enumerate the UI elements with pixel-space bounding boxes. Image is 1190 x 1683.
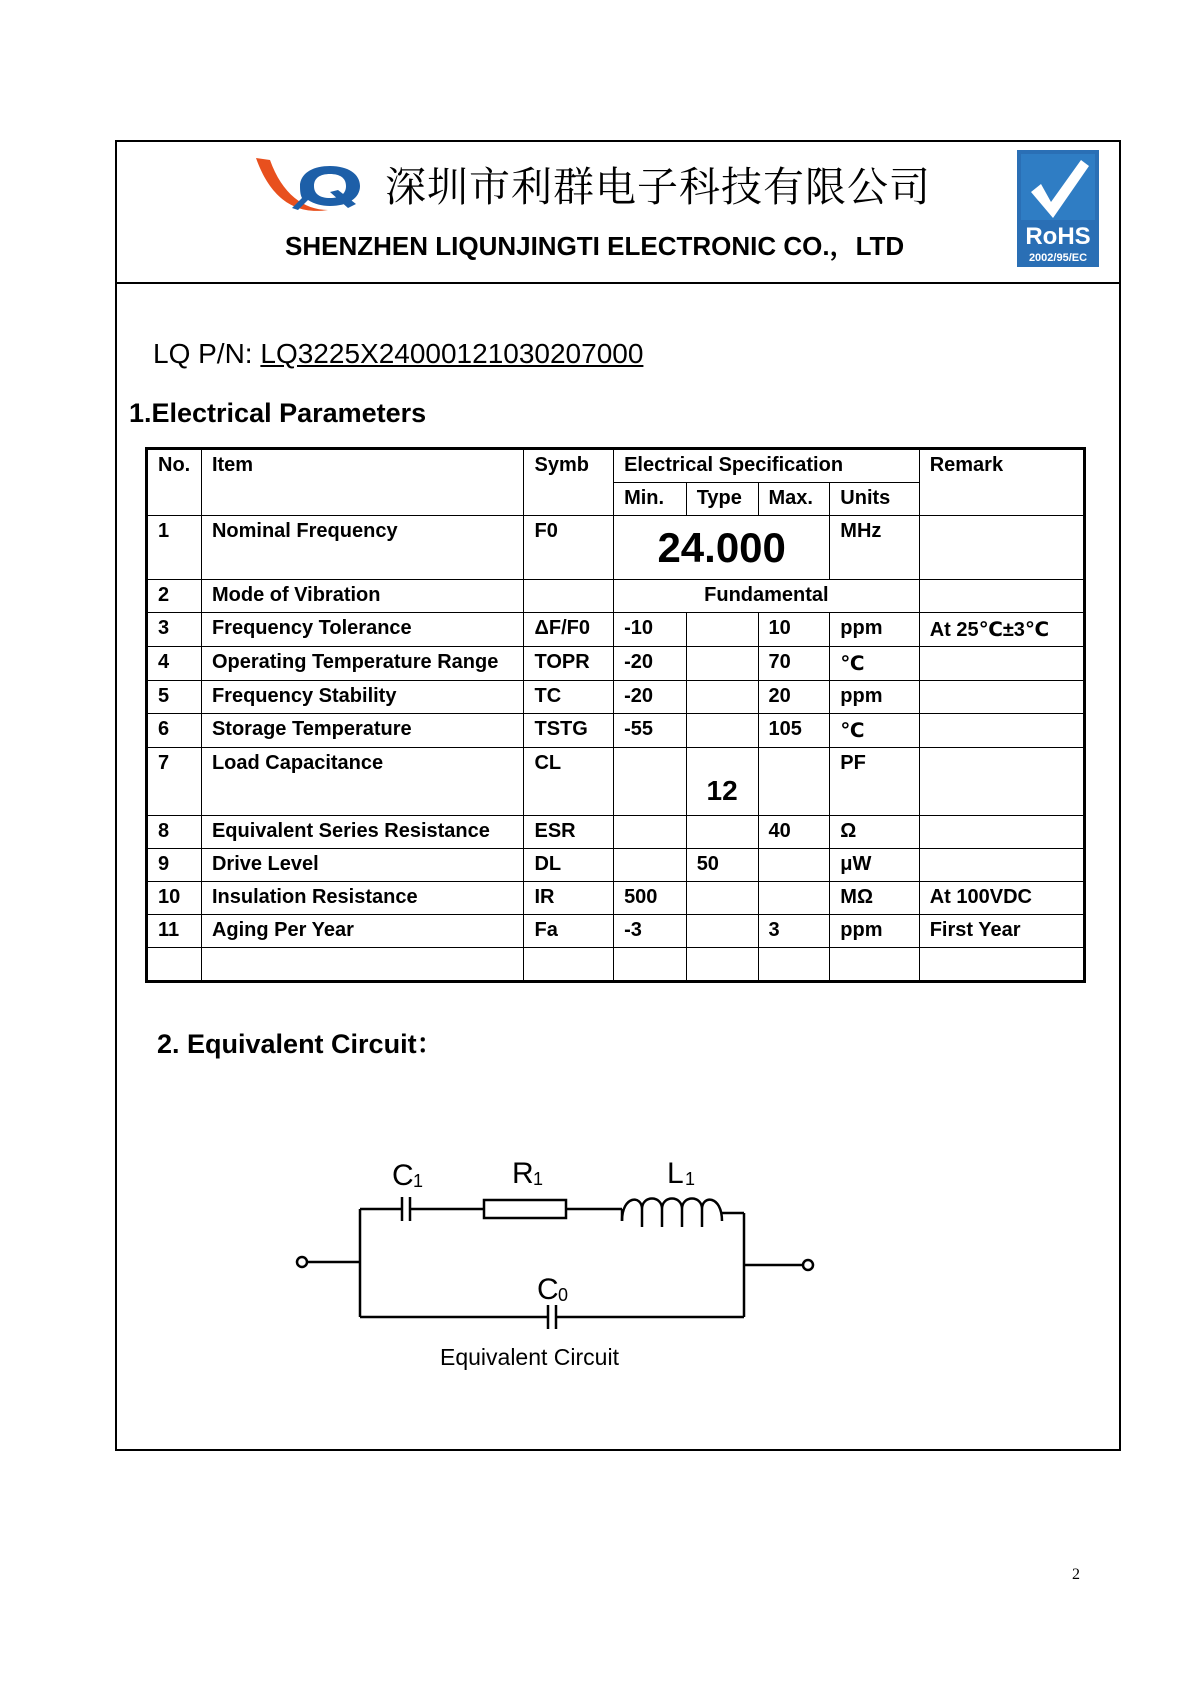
cell-type: [686, 647, 758, 681]
cell-min: [614, 816, 687, 849]
r1-label-text: R: [512, 1157, 534, 1190]
company-name-cn: 深圳市利群电子科技有限公司: [385, 163, 931, 211]
cell-item: Storage Temperature: [201, 714, 524, 748]
c0-label-text: C: [537, 1273, 559, 1306]
cell-symb: CL: [524, 748, 614, 816]
letterhead: [117, 142, 1119, 284]
cell-remark: First Year: [919, 915, 1084, 948]
cell-max: [758, 849, 830, 882]
cell-symb: [524, 580, 614, 613]
cell-no: 5: [147, 681, 202, 714]
cell-units: ppm: [830, 681, 919, 714]
cell-min: 500: [614, 882, 687, 915]
cell-empty: [201, 948, 524, 982]
table-row: [147, 681, 1085, 714]
cell-symb: ΔF/F0: [524, 613, 614, 647]
cell-no: 4: [147, 647, 202, 681]
header-item: Item: [201, 449, 524, 516]
cell-units: MΩ: [830, 882, 919, 915]
cell-empty: [919, 948, 1084, 982]
cell-no: 9: [147, 849, 202, 882]
header-no: No.: [147, 449, 202, 516]
cell-type: [686, 915, 758, 948]
cell-min: -3: [614, 915, 687, 948]
cell-no: 10: [147, 882, 202, 915]
vibration-mode-value: Fundamental: [614, 580, 920, 613]
company-logo: [252, 152, 378, 222]
cell-item: Frequency Stability: [201, 681, 524, 714]
table-row: [147, 714, 1085, 748]
cell-empty: [147, 948, 202, 982]
cell-units: ℃: [830, 647, 919, 681]
cell-empty: [524, 948, 614, 982]
document-frame: [115, 140, 1121, 1451]
cell-remark: [919, 647, 1084, 681]
cell-item: Load Capacitance: [201, 748, 524, 816]
cell-remark: [919, 816, 1084, 849]
equivalent-circuit-diagram: [292, 1137, 852, 1377]
nominal-frequency-value: 24.000: [614, 516, 830, 580]
header-type: Type: [686, 483, 758, 516]
cell-symb: Fa: [524, 915, 614, 948]
header-min: Min.: [614, 483, 687, 516]
section-2-title: 2. Equivalent Circuit：: [157, 1029, 444, 1059]
r1-label-sub: 1: [533, 1169, 544, 1189]
cell-symb: TSTG: [524, 714, 614, 748]
cell-item: Aging Per Year: [201, 915, 524, 948]
part-number-value: LQ3225X24000121030207000: [260, 338, 644, 369]
header-units: Units: [830, 483, 919, 516]
cell-no: 2: [147, 580, 202, 613]
rohs-label: RoHS: [1025, 223, 1091, 250]
cell-item: Drive Level: [201, 849, 524, 882]
cell-type: 50: [686, 849, 758, 882]
cell-empty: [758, 948, 830, 982]
c1-label-text: C: [392, 1159, 414, 1192]
cell-min: -55: [614, 714, 687, 748]
cell-type: [686, 681, 758, 714]
cell-max: [758, 882, 830, 915]
cell-type: [686, 882, 758, 915]
cell-max: 105: [758, 714, 830, 748]
cell-symb: TOPR: [524, 647, 614, 681]
cell-no: 11: [147, 915, 202, 948]
cell-item: Mode of Vibration: [201, 580, 524, 613]
cell-remark: [919, 849, 1084, 882]
part-number-label: LQ P/N:: [153, 338, 253, 369]
table-row: [147, 516, 1085, 580]
cell-symb: ESR: [524, 816, 614, 849]
table-row: [147, 816, 1085, 849]
table-row: [147, 748, 1085, 816]
cell-units: ppm: [830, 915, 919, 948]
part-number-line: [153, 338, 643, 370]
table-row: [147, 647, 1085, 681]
cell-symb: F0: [524, 516, 614, 580]
cell-item: Insulation Resistance: [201, 882, 524, 915]
cell-remark: At 25℃±3℃: [919, 613, 1084, 647]
cell-min: [614, 748, 687, 816]
cell-type: [686, 714, 758, 748]
cell-type: [686, 816, 758, 849]
rohs-code: 2002/95/EC: [1028, 252, 1088, 264]
cell-empty: [614, 948, 687, 982]
cell-max: [758, 748, 830, 816]
company-name-en: SHENZHEN LIQUNJINGTI ELECTRONIC CO.，LTD: [285, 231, 905, 261]
rohs-badge: [1017, 150, 1099, 267]
cell-item: Frequency Tolerance: [201, 613, 524, 647]
load-capacitance-value: 12: [686, 748, 758, 816]
table-row-empty: [147, 948, 1085, 982]
table-row: [147, 849, 1085, 882]
cell-no: 1: [147, 516, 202, 580]
cell-max: 3: [758, 915, 830, 948]
cell-remark: [919, 681, 1084, 714]
page-number: 2: [1072, 1566, 1080, 1583]
c0-label-sub: 0: [558, 1285, 569, 1305]
header-remark: Remark: [919, 449, 1084, 516]
cell-no: 3: [147, 613, 202, 647]
cell-units: PF: [830, 748, 919, 816]
cell-symb: IR: [524, 882, 614, 915]
cell-no: 7: [147, 748, 202, 816]
cell-item: Operating Temperature Range: [201, 647, 524, 681]
cell-symb: TC: [524, 681, 614, 714]
table-row: [147, 915, 1085, 948]
table-header-row: [147, 449, 1085, 483]
cell-no: 6: [147, 714, 202, 748]
cell-max: 70: [758, 647, 830, 681]
cell-item: Equivalent Series Resistance: [201, 816, 524, 849]
cell-remark: [919, 516, 1084, 580]
cell-symb: DL: [524, 849, 614, 882]
cell-remark: [919, 714, 1084, 748]
cell-remark: [919, 580, 1084, 613]
cell-min: [614, 849, 687, 882]
c1-label-sub: 1: [413, 1171, 424, 1191]
circuit-caption: Equivalent Circuit: [440, 1344, 619, 1370]
cell-units: ppm: [830, 613, 919, 647]
cell-min: -10: [614, 613, 687, 647]
cell-units: μW: [830, 849, 919, 882]
header-max: Max.: [758, 483, 830, 516]
l1-label-sub: 1: [685, 1169, 696, 1189]
cell-max: 20: [758, 681, 830, 714]
header-symb: Symb: [524, 449, 614, 516]
header-spec: Electrical Specification: [614, 449, 920, 483]
cell-units: ℃: [830, 714, 919, 748]
cell-empty: [686, 948, 758, 982]
cell-type: [686, 613, 758, 647]
cell-min: -20: [614, 681, 687, 714]
cell-remark: [919, 748, 1084, 816]
table-row: [147, 613, 1085, 647]
cell-remark: At 100VDC: [919, 882, 1084, 915]
cell-max: 40: [758, 816, 830, 849]
table-row: [147, 580, 1085, 613]
cell-empty: [830, 948, 919, 982]
section-1-title: 1.Electrical Parameters: [129, 398, 427, 428]
cell-units: MHz: [830, 516, 919, 580]
cell-no: 8: [147, 816, 202, 849]
cell-min: -20: [614, 647, 687, 681]
cell-max: 10: [758, 613, 830, 647]
l1-label-text: L: [667, 1157, 684, 1190]
table-row: [147, 882, 1085, 915]
cell-item: Nominal Frequency: [201, 516, 524, 580]
electrical-parameters-table: [145, 447, 1086, 983]
cell-units: Ω: [830, 816, 919, 849]
